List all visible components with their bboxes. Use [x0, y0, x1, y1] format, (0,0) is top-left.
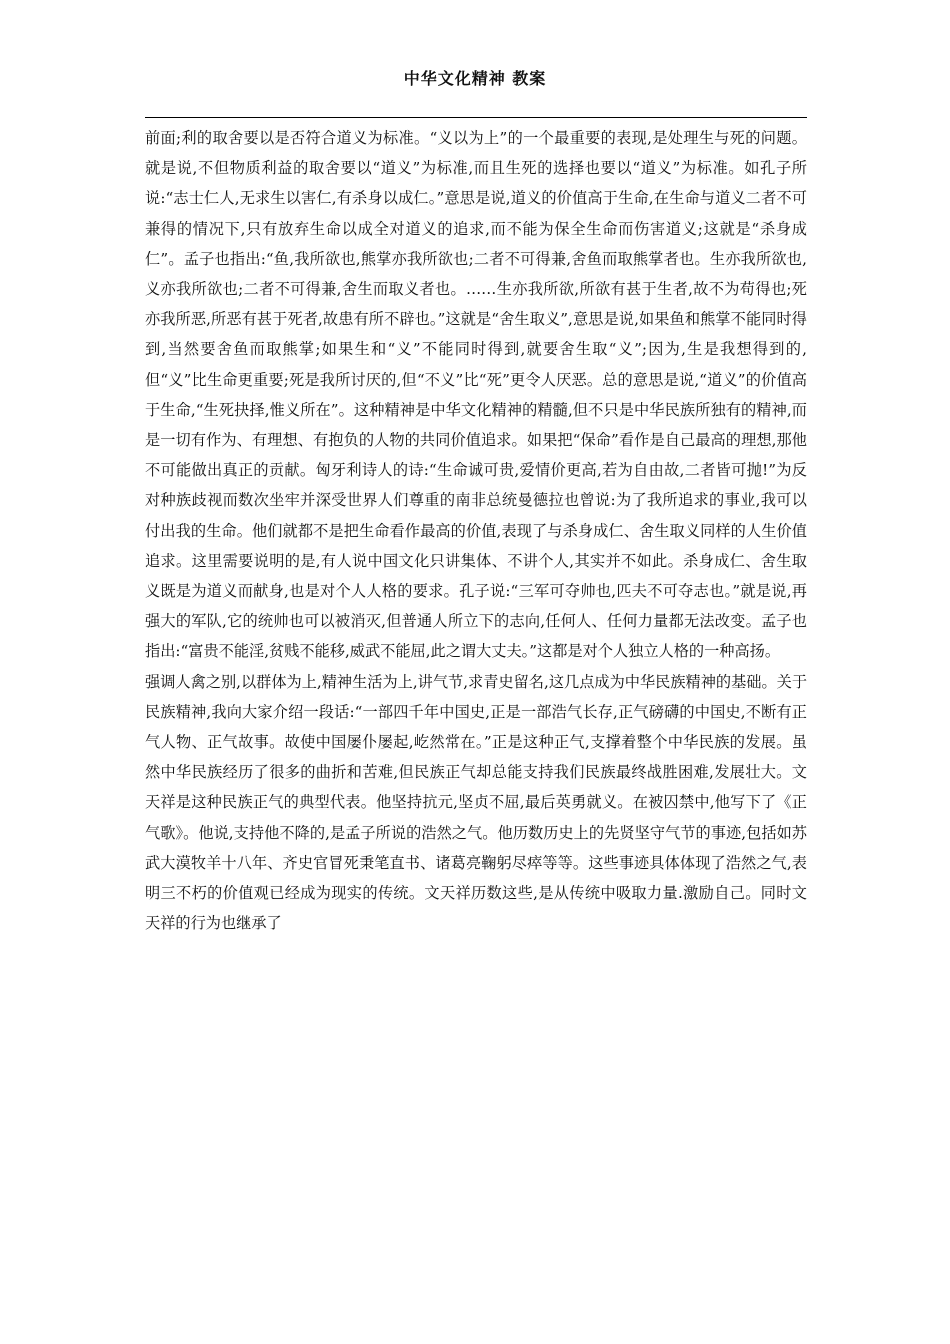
paragraph-1: 前面;利的取舍要以是否符合道义为标准。“义以为上”的一个最重要的表现,是处理生与死的问题。就是说,不但物质利益的取舍要以“道义”为标准,而且生死的选择也要以“道义”为标准。如孔子所说:“志士仁人,无求生以害仁,有杀身以成仁。”意思是说,道义的价值高于生命,在生命与道义二者不可兼得的情况下,只有放弃生命以成全对道义的追求,而不能为保全生命而伤害道义;这就是“杀身成仁”。孟子也指出:“鱼,我所欲也,熊掌亦我所欲也;二者不可得兼,舍鱼而取熊掌者也。生亦我所欲也,义亦我所欲也;二者不可得兼,舍生而取义者也。……生亦我所欲,所欲有甚于生者,故不为苟得也;死亦我所恶,所恶有甚于死者,故患有所不辟也。”这就是“舍生取义”,意思是说,如果鱼和熊掌不能同时得到,当然要舍鱼而取熊掌;如果生和“义”不能同时得到,就要舍生取“义”;因为,生是我想得到的,但“义”比生命更重要;死是我所讨厌的,但“不义”比“死”更令人厌恶。总的意思是说,“道义”的价值高于生命,“生死抉择,惟义所在”。这种精神是中华文化精神的精髓,但不只是中华民族所独有的精神,而是一切有作为、有理想、有抱负的人物的共同价值追求。如果把“保命”看作是自己最高的理想,那他不可能做出真正的贡献。匈牙利诗人的诗:“生命诚可贵,爱情价更高,若为自由故,二者皆可抛!”为反对种族歧视而数次坐牢并深受世界人们尊重的南非总统曼德拉也曾说:为了我所追求的事业,我可以付出我的生命。他们就都不是把生命看作最高的价值,表现了与杀身成仁、舍生取义同样的人生价值追求。这里需要说明的是,有人说中国文化只讲集体、不讲个人,其实并不如此。杀身成仁、舍生取义既是为道义而献身,也是对个人人格的要求。孔子说:“三军可夺帅也,匹夫不可夺志也。”就是说,再强大的军队,它的统帅也可以被消灭,但普通人所立下的志向,任何人、任何力量都无法改变。孟子也指出:“富贵不能淫,贫贱不能移,威武不能屈,此之谓大丈夫。”这都是对个人独立人格的一种高扬。: [145, 129, 807, 661]
page-header-title: 中华文化精神 教案: [403, 69, 547, 88]
paragraph-2: 强调人禽之别,以群体为上,精神生活为上,讲气节,求青史留名,这几点成为中华民族精神的基础。关于民族精神,我向大家介绍一段话:“一部四千年中国史,正是一部浩气长存,正气磅礴的中国史,不断有正气人物、正气故事。故使中国屡仆屡起,屹然常在。”正是这种正气,支撑着整个中华民族的发展。虽然中华民族经历了很多的曲折和苦难,但民族正气却总能支持我们民族最终战胜困难,发展壮大。文天祥是这种民族正气的典型代表。他坚持抗元,坚贞不屈,最后英勇就义。在被囚禁中,他写下了《正气歌》。他说,支持他不降的,是孟子所说的浩然之气。他历数历史上的先贤坚守气节的事迹,包括如苏武大漠牧羊十八年、齐史官冒死秉笔直书、诸葛亮鞠躬尽瘁等等。这些事迹具体体现了浩然之气,表明三不朽的价值观已经成为现实的传统。文天祥历数这些,是从传统中吸取力量.激励自己。同时文天祥的行为也继承了: [145, 672, 808, 933]
header-divider: [145, 117, 807, 118]
document-body: [145, 123, 807, 938]
